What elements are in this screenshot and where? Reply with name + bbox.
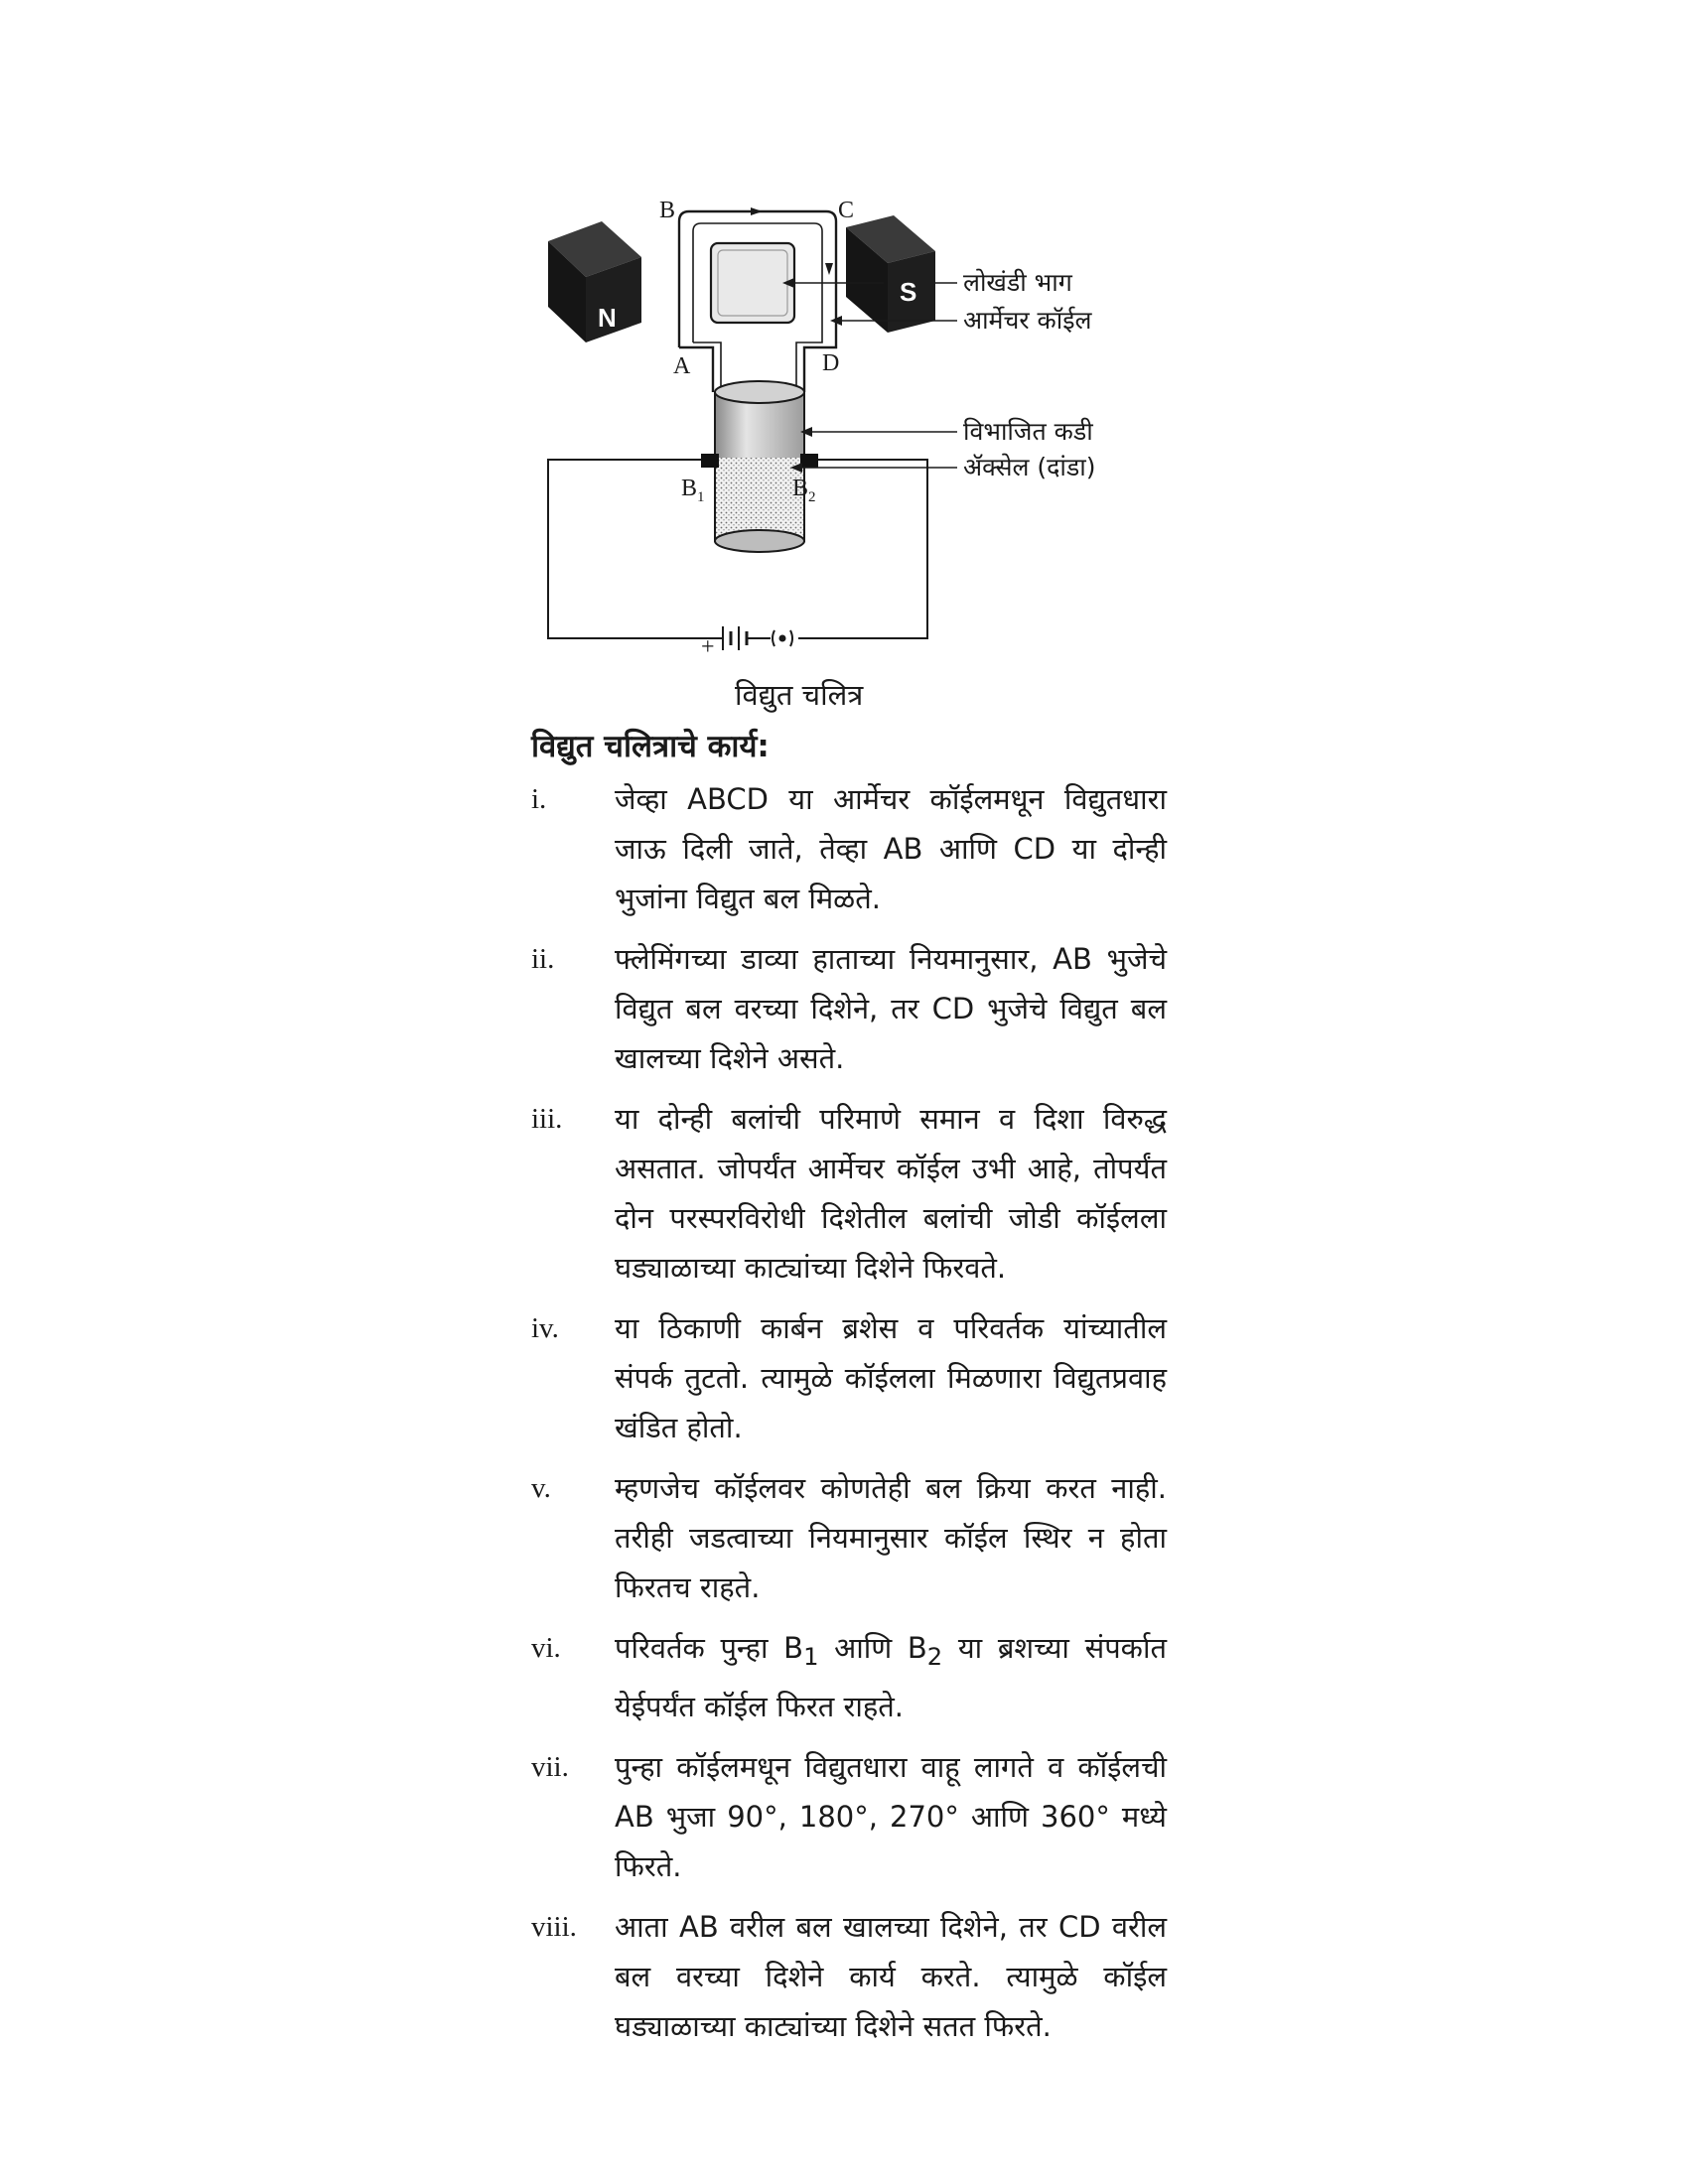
coil-arrow-top <box>751 207 763 215</box>
label-split-ring: विभाजित कडी <box>963 417 1093 446</box>
list-item <box>531 1094 1167 1293</box>
list-item-text: जेव्हा ABCD या आर्मेचर कॉईलमधून विद्युतधारा जाऊ दिली जाते, तेव्हा AB आणि CD या दोन्ही भुजांना विद्युत बल मिळते. <box>615 782 1167 915</box>
brush-right <box>800 454 818 468</box>
list-item <box>531 774 1167 923</box>
list-item <box>531 1742 1167 1891</box>
magnet-south-label: S <box>900 277 917 307</box>
key-switch <box>773 630 792 646</box>
magnet-north <box>548 221 641 342</box>
list-item-text: पुन्हा कॉईलमधून विद्युतधारा वाहू लागते व कॉईलची AB भुजा 90°, 180°, 270° आणि 360° मध्ये फिरते. <box>615 1749 1167 1883</box>
brush-left <box>701 454 719 468</box>
list-item-number: i. <box>531 783 547 815</box>
iron-core <box>711 243 794 323</box>
list-item <box>531 1623 1167 1731</box>
list-item-text: या ठिकाणी कार्बन ब्रशेस व परिवर्तक यांच्यातील संपर्क तुटतो. त्यामुळे कॉईलला मिळणारा विद्युतप्रवाह खंडित होतो. <box>615 1311 1167 1444</box>
list-item <box>531 1902 1167 2051</box>
section-heading: विद्युत चलित्राचे कार्य: <box>531 729 770 764</box>
label-axle: ॲक्सेल (दांडा) <box>963 453 1096 481</box>
electric-motor-diagram <box>526 194 1162 710</box>
list-item-text: या दोन्ही बलांची परिमाणे समान व दिशा विरुद्ध असतात. जोपर्यंत आर्मेचर कॉईल उभी आहे, तोपर्यंत दोन परस्परविरोधी दिशेतील बलांची जोडी कॉईलला घड्याळाच्या काट्यांच्या दिशेने फिरवते. <box>615 1102 1167 1285</box>
corner-label-b: B <box>659 198 676 223</box>
corner-label-a: A <box>673 353 691 379</box>
coil-arrow-right <box>825 263 833 275</box>
figure-caption: विद्युत चलित्र <box>735 678 864 712</box>
label-iron-part: लोखंडी भाग <box>963 268 1072 297</box>
battery <box>701 626 771 660</box>
battery-plus-label: + <box>701 634 715 660</box>
list-item-text: परिवर्तक पुन्हा $B_1$ आणि $B_2$ या ब्रशच्या संपर्कात येईपर्यंत कॉईल फिरत राहते. <box>615 1631 1167 1723</box>
list-item <box>531 1303 1167 1452</box>
corner-label-c: C <box>838 198 855 223</box>
list-item-number: iii. <box>531 1103 563 1135</box>
list-item-number: v. <box>531 1472 551 1504</box>
list-item-text: आता AB वरील बल खालच्या दिशेने, तर CD वरील बल वरच्या दिशेने कार्य करते. त्यामुळे कॉईल घड्याळाच्या काट्यांच्या दिशेने सतत फिरते. <box>615 1909 1167 2043</box>
list-item-text: फ्लेमिंगच्या डाव्या हाताच्या नियमानुसार, AB भुजेचे विद्युत बल वरच्या दिशेने, तर CD भुजेचे विद्युत बल खालच्या दिशेने असते. <box>615 942 1167 1075</box>
list-item-text: म्हणजेच कॉईलवर कोणतेही बल क्रिया करत नाही. तरीही जडत्वाच्या नियमानुसार कॉईल स्थिर न होता फिरतच राहते. <box>615 1471 1167 1604</box>
list-item-number: ii. <box>531 943 555 975</box>
corner-label-d: D <box>822 350 840 376</box>
brush-left-label: $B_1$ <box>681 476 705 505</box>
points-list <box>531 774 1167 2062</box>
commutator <box>715 381 804 552</box>
list-item <box>531 1463 1167 1612</box>
list-item-number: viii. <box>531 1910 577 1943</box>
list-item-number: iv. <box>531 1312 559 1344</box>
list-item-number: vi. <box>531 1632 561 1664</box>
magnet-south <box>846 215 935 333</box>
magnet-north-label: N <box>598 303 617 333</box>
list-item-number: vii. <box>531 1750 569 1783</box>
list-item <box>531 934 1167 1083</box>
label-armature-coil: आर्मेचर कॉईल <box>963 306 1092 335</box>
brush-right-label: $B_2$ <box>792 476 816 505</box>
